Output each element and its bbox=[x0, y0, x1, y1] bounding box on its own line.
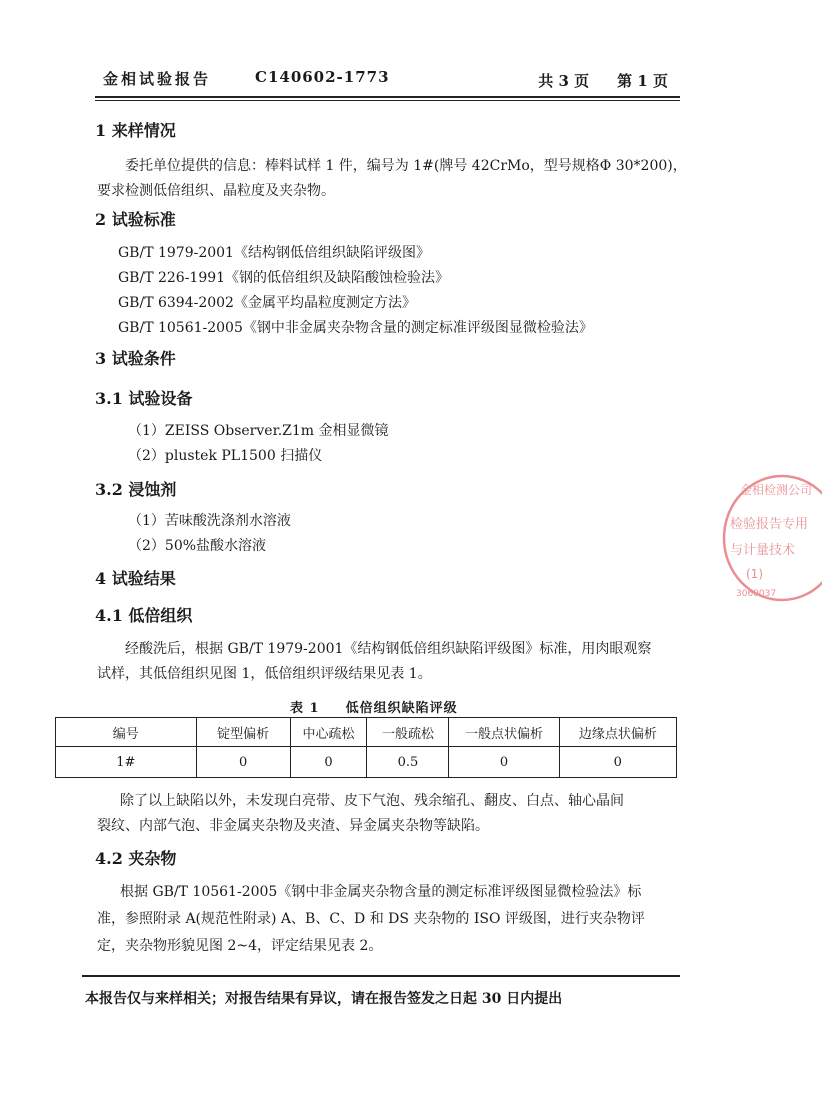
report-header bbox=[95, 60, 680, 100]
table-1-caption bbox=[290, 697, 458, 716]
standard-item: GB/T 1979-2001《结构钢低倍组织缺陷评级图》 bbox=[118, 245, 430, 261]
svg-text:3060037: 3060037 bbox=[736, 589, 777, 599]
section-4-heading: 4 试验结果 bbox=[95, 569, 176, 588]
section-3-1-heading: 3.1 试验设备 bbox=[95, 389, 193, 408]
table-cell: 0 bbox=[449, 747, 559, 778]
section-4-2-heading: 4.2 夹杂物 bbox=[95, 849, 177, 868]
section-4-1-line-2: 试样，其低倍组织见图 1，低倍组织评级结果见表 1。 bbox=[97, 666, 432, 682]
standard-item: GB/T 10561-2005《钢中非金属夹杂物含量的测定标准评级图显微检验法》 bbox=[118, 320, 593, 336]
page-counter bbox=[538, 70, 668, 91]
table-header-cell: 一般点状偏析 bbox=[449, 718, 559, 747]
official-seal bbox=[722, 470, 822, 605]
table-1-label: 表 1 bbox=[290, 701, 320, 716]
standard-item: GB/T 226-1991《钢的低倍组织及缺陷酸蚀检验法》 bbox=[118, 270, 450, 286]
section-4-1-line-1: 经酸洗后，根据 GB/T 1979-2001《结构钢低倍组织缺陷评级图》标准，用肉眼观察 bbox=[125, 641, 652, 657]
etchant-item: （2）50%盐酸水溶液 bbox=[128, 538, 267, 554]
header-rule bbox=[95, 96, 680, 98]
report-code: C140602-1773 bbox=[255, 68, 390, 86]
table-header-cell: 中心疏松 bbox=[290, 718, 367, 747]
section-2-heading: 2 试验标准 bbox=[95, 210, 176, 229]
table-header-cell: 一般疏松 bbox=[367, 718, 449, 747]
svg-text:(1): (1) bbox=[746, 567, 763, 581]
low-magnification-table bbox=[55, 717, 677, 778]
section-3-heading: 3 试验条件 bbox=[95, 349, 176, 368]
page-current: 第 1 页 bbox=[617, 72, 668, 90]
table-1-title: 低倍组织缺陷评级 bbox=[345, 701, 458, 716]
section-4-2-line-1: 根据 GB/T 10561-2005《钢中非金属夹杂物含量的测定标准评级图显微检验法》标 bbox=[120, 884, 642, 900]
pages-total: 共 3 页 bbox=[538, 72, 590, 90]
table-header-cell: 边缘点状偏析 bbox=[559, 718, 676, 747]
section-1-heading: 1 来样情况 bbox=[95, 121, 176, 140]
etchant-item: （1）苦味酸洗涤剂水溶液 bbox=[128, 513, 291, 529]
table-cell: 1# bbox=[56, 747, 197, 778]
svg-text:与计量技术: 与计量技术 bbox=[730, 543, 796, 558]
table-cell: 0 bbox=[559, 747, 676, 778]
svg-text:金相检测公司: 金相检测公司 bbox=[740, 483, 813, 497]
header-rule-thin bbox=[95, 100, 680, 101]
report-disclaimer: 本报告仅与来样相关；对报告结果有异议，请在报告签发之日起 30 日内提出 bbox=[85, 991, 563, 1007]
section-4-2-line-2: 准，参照附录 A(规范性附录) A、B、C、D 和 DS 夹杂物的 ISO 评级图，进行夹杂物评 bbox=[97, 911, 645, 927]
table-header-cell: 编号 bbox=[56, 718, 197, 747]
svg-text:检验报告专用: 检验报告专用 bbox=[730, 517, 809, 532]
standard-item: GB/T 6394-2002《金属平均晶粒度测定方法》 bbox=[118, 295, 416, 311]
equipment-item: （1）ZEISS Observer.Z1m 金相显微镜 bbox=[128, 423, 389, 439]
table-row bbox=[56, 747, 677, 778]
section-1-line-1: 委托单位提供的信息：棒料试样 1 件，编号为 1#(牌号 42CrMo，型号规格Φ 30*200)， bbox=[125, 158, 687, 174]
section-4-2-line-3: 定，夹杂物形貌见图 2~4，评定结果见表 2。 bbox=[97, 938, 383, 954]
section-1-line-2: 要求检测低倍组织、晶粒度及夹杂物。 bbox=[97, 183, 335, 199]
table-cell: 0 bbox=[290, 747, 367, 778]
section-3-2-heading: 3.2 浸蚀剂 bbox=[95, 480, 177, 499]
equipment-item: （2）plustek PL1500 扫描仪 bbox=[128, 448, 323, 464]
footer-rule bbox=[82, 975, 680, 977]
table-header-cell: 锭型偏析 bbox=[196, 718, 290, 747]
section-4-1-heading: 4.1 低倍组织 bbox=[95, 606, 193, 625]
seal-graphic bbox=[722, 470, 822, 605]
report-title: 金相试验报告 bbox=[103, 70, 212, 88]
table-cell: 0 bbox=[196, 747, 290, 778]
section-4-1-after-1: 除了以上缺陷以外，未发现白亮带、皮下气泡、残余缩孔、翻皮、白点、轴心晶间 bbox=[120, 793, 624, 809]
section-4-1-after-2: 裂纹、内部气泡、非金属夹杂物及夹渣、异金属夹杂物等缺陷。 bbox=[97, 818, 489, 834]
table-cell: 0.5 bbox=[367, 747, 449, 778]
table-header-row bbox=[56, 718, 677, 747]
